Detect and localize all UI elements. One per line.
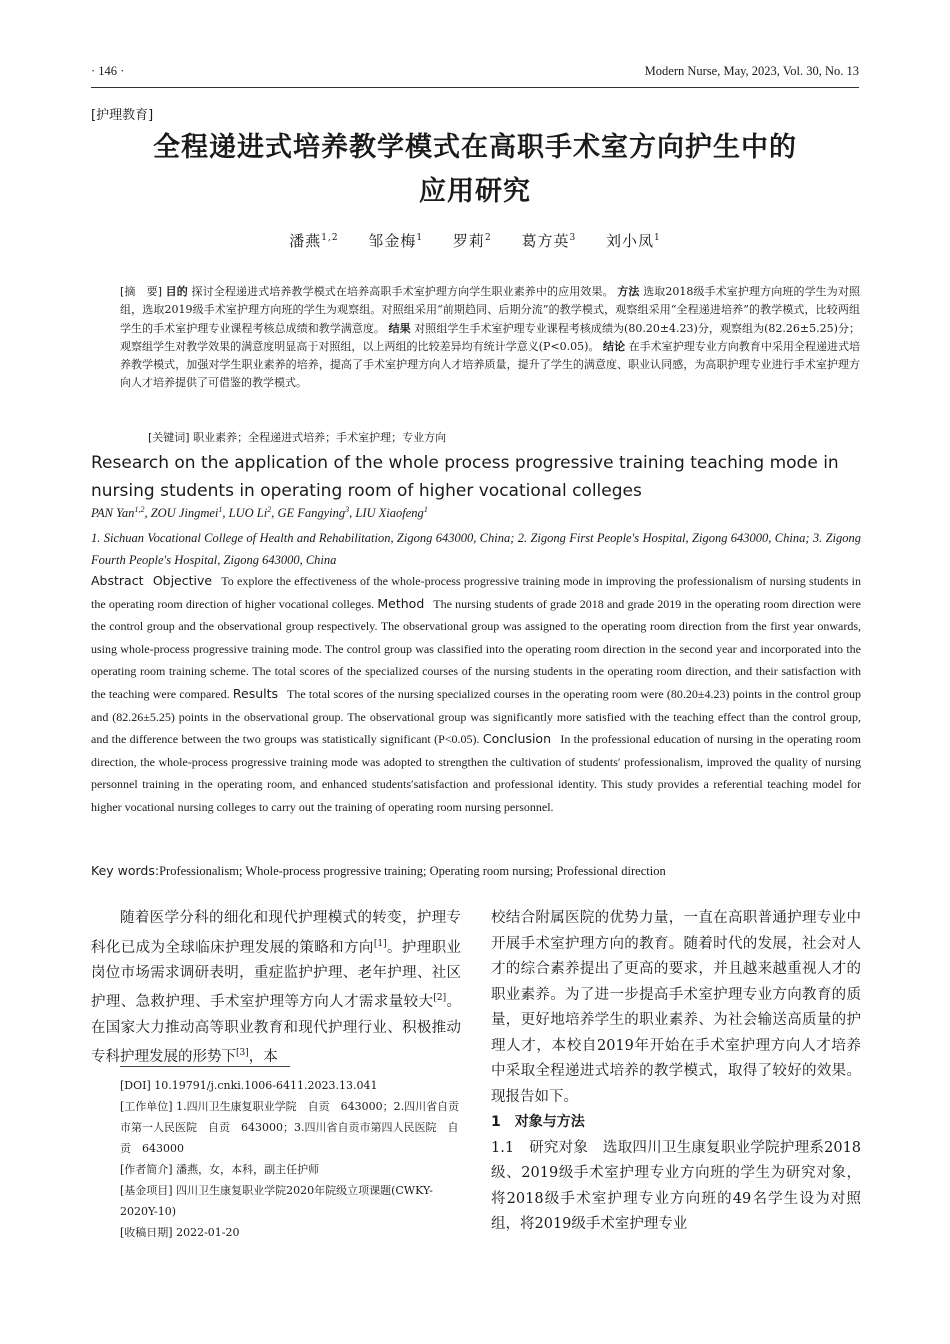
method-label: Method [377,595,425,611]
author-affil-sup: 1,2 [321,233,339,243]
abstract-label: Abstract [91,573,144,588]
author-affil-sup: 1 [416,233,424,243]
objective-text: 探讨全程递进式培养教学模式在培养高职手术室护理方向学生职业素养中的应用效果。 [191,285,614,298]
conclusion-text: 在手术室护理专业方向教育中采用全程递进式培养教学模式，加强对学生职业素养的培养，提高了手术室护理方向人才培养质量，提升了学生的满意度、职业认同感，为高职护理专业进行手术室护理方向人才培养提供了可借鉴的教学模式。 [120,339,861,390]
author-en [355,506,427,520]
chinese-title-line2: 应用研究 [419,176,531,207]
conclusion-label: 结论 [603,339,626,353]
author-affil-sup: 3 [569,233,577,243]
chinese-abstract [120,283,860,393]
footnote-unit [120,1096,461,1159]
intro-text-a: 随着医学分科的细化和现代护理模式的转变，护理专科化已成为全球临床护理发展的策略和方向 [91,910,461,956]
chinese-keywords [148,429,446,445]
footnote-fund [120,1180,461,1222]
result-text: 对照组学生手术室护理专业课程考核成绩为(80.20±4.23)分，观察组为(82.26±5.25)分；观察组学生对教学效果的满意度明显高于对照组，以上两组的比较差异均有统计学意义(P<0.05)。 [120,321,861,353]
author-affil-sup: 1 [218,505,223,514]
author-name: 罗莉 [452,232,485,250]
method-text: 选取2018级手术室护理方向班的学生为对照组，选取2019级手术室护理方向班的学生为观察组。对照组采用“前期趋同、后期分流”的教学模式，观察组采用“全程递进培养”的教学模式，比较两组学生的手术室护理专业课程考核总成绩和教学满意度。 [120,285,861,335]
subsection-paragraph [491,1136,861,1238]
intro-text-d: ，本 [248,1048,278,1065]
author-cn [606,232,661,250]
author-name: PAN Yan [91,506,135,521]
footnote-label: [工作单位] [120,1100,173,1113]
english-authors: PAN Yan$^{1,2}$, ZOU Jingmei$^1$, LUO Li$^2$, GE Fangying$^3$, LIU Xiaofeng$^1$ [91,505,428,521]
keywords-text: 职业素养；全程递进式培养；手术室护理；专业方向 [193,431,447,444]
footnote-label: [作者简介] [120,1163,173,1176]
citation-ref[interactable]: [1] [373,938,387,949]
footnote-doi [120,1075,461,1096]
footnotes [120,1075,461,1243]
keywords-text: Professionalism; Whole-process progressive training; Operating room nursing; Professional direction [159,864,666,878]
author-name: 潘燕 [289,232,322,250]
author-bio: 潘燕，女，本科，副主任护师 [176,1163,320,1176]
english-title: Research on the application of the whole process progressive training teaching mode in nursing students in operating room of higher vocational colleges [91,453,839,501]
intro-continued: 校结合附属医院的优势力量，一直在高职普通护理专业中开展手术室护理方向的教育。随着时代的发展，社会对人才的综合素养提出了更高的要求，并且越来越重视人才的职业素养。为了进一步提高手术室护理专业方向教育的质量，更好地培养学生的职业素养、为社会输送高质量的护理人才，本校自2019年开始在手术室护理方向人才培养中采取全程递进式培养的教学模式，取得了较好的效果。现报告如下。 [491,910,861,1105]
result-label: Results [232,685,279,701]
objective-text: To explore the effectiveness of the whole-process progressive training mode in improving the professionalism of nursing students in the operating room direction of higher vocational colleges. [91,574,862,611]
author-name: 葛方英 [521,232,570,250]
page-number: · 146 · [91,64,125,78]
author-affil-sup: 1,2 [134,505,145,514]
journal-citation: Modern Nurse, May, 2023, Vol. 30, No. 13 [644,64,859,78]
body-left-column [91,906,461,1070]
footnote-label: [DOI] [120,1079,151,1092]
english-keywords [91,863,666,879]
section-tag: [护理教育] [91,108,154,123]
author-cn [453,232,492,250]
author-name: 刘小凤 [605,232,654,250]
objective-label: 目的 [165,285,188,298]
header-divider [91,87,859,88]
unit-value: 1.四川卫生康复职业学院 自贡 643000；2.四川省自贡市第一人民医院 自贡 643000；3.四川省自贡市第四人民医院 自贡 643000 [120,1100,460,1155]
citation-ref[interactable]: [3] [236,1048,249,1059]
footnote-divider [120,1066,290,1067]
author-cn [289,232,338,250]
author-affil-sup: 1 [423,505,428,514]
subsection-label: 1.1 研究对象 [491,1139,589,1156]
chinese-authors [91,230,859,251]
keywords-label: Key words: [91,863,160,878]
author-en [91,506,144,520]
conclusion-text: In the professional education of nursing in the operating room direction, the whole-process progressive training mode was adopted to strengthen the cultivation of students′ professionalism, improved the quality of nursing personnel training in the operating room, and enhanced students′satisfaction and professional identity. This study provides a referential teaching model for higher vocational nursing colleges to carry out the training of operating room nursing personnel. [91,732,862,814]
intro-paragraph [91,906,461,1070]
abstract-label: [摘 要] [120,285,163,298]
received-date: 2022-01-20 [176,1226,240,1239]
footnote-date [120,1222,461,1243]
running-header [91,64,859,82]
footnote-label: [收稿日期] [120,1226,173,1239]
result-label: 结果 [388,321,411,335]
fund-value: 四川卫生康复职业学院2020年院级立项课题(CWKY-2020Y-10) [120,1184,433,1218]
author-en [151,506,223,520]
result-text: The total scores of the nursing specialized courses in the operating room were (80.20±4.23) points in the control group and (82.26±5.25) points in the observational group. The observational group was significantly more satisfied with the teaching effect than the control group, and the difference between the two groups was statistically significant (P<0.05). [91,686,861,747]
intro-text-b: 。护理职业岗位市场需求调研表明，重症监护护理、老年护理、社区护理、急救护理、手术室护理等方向人才需求量较大 [91,939,462,1011]
author-cn [368,232,423,250]
chinese-title-line1: 全程递进式培养教学模式在高职手术室方向护生中的 [153,132,797,163]
citation-ref[interactable]: [2] [433,993,447,1004]
author-name: LIU Xiaofeng [355,506,424,521]
footnote-label: [基金项目] [120,1184,173,1197]
author-affil-sup: 1 [654,233,661,243]
author-name: GE Fangying [277,506,346,521]
author-name: LUO Li [228,506,268,521]
doi-value[interactable]: 10.19791/j.cnki.1006-6411.2023.13.041 [154,1079,378,1092]
footnote-author [120,1159,461,1180]
author-affil-sup: 2 [484,233,492,243]
method-label: 方法 [617,285,640,298]
method-text: The nursing students of grade 2018 and grade 2019 in the operating room direction were the control group and the observational group respectively. The observational group was assigned to the operating room direction from the first year onwards, using whole-process progressive training mode. The control group was classified into the operating room direction in the second year and incorporated into the operating room training scheme. The total scores of the specialized courses of the nursing students in the operating room direction, and their satisfaction with the teaching were compared. [91,596,861,701]
author-name: ZOU Jingmei [150,506,219,521]
author-name: 邹金梅 [368,232,417,250]
conclusion-label: Conclusion [482,731,551,747]
body-right-column [491,906,861,1238]
section-heading: 1 对象与方法 [491,1114,585,1130]
intro-text-c: 。在国家大力推动高等职业教育和现代护理行业、积极推动专科护理发展的形势下 [91,994,462,1065]
english-abstract [91,570,861,819]
author-affil-sup: 2 [267,505,272,514]
keywords-label: [关键词] [148,431,190,444]
subsection-text: 选取四川卫生康复职业学院护理系2018级、2019级手术室护理专业方向班的学生为研究对象，将2018级手术室护理专业方向班的49名学生设为对照组，将2019级手术室护理专业 [491,1139,862,1232]
author-en [277,506,349,520]
objective-label: Objective [152,573,213,588]
chinese-title [70,126,880,214]
author-en [229,506,272,520]
author-affil-sup: 3 [345,505,350,514]
author-cn [521,232,576,250]
english-affiliations: 1. Sichuan Vocational College of Health and Rehabilitation, Zigong 643000, China; 2. Zigong First People's Hospital, Zigong 643000, China; 3. Zigong Fourth People's Hospital, Zigong 643000, China [91,531,861,567]
